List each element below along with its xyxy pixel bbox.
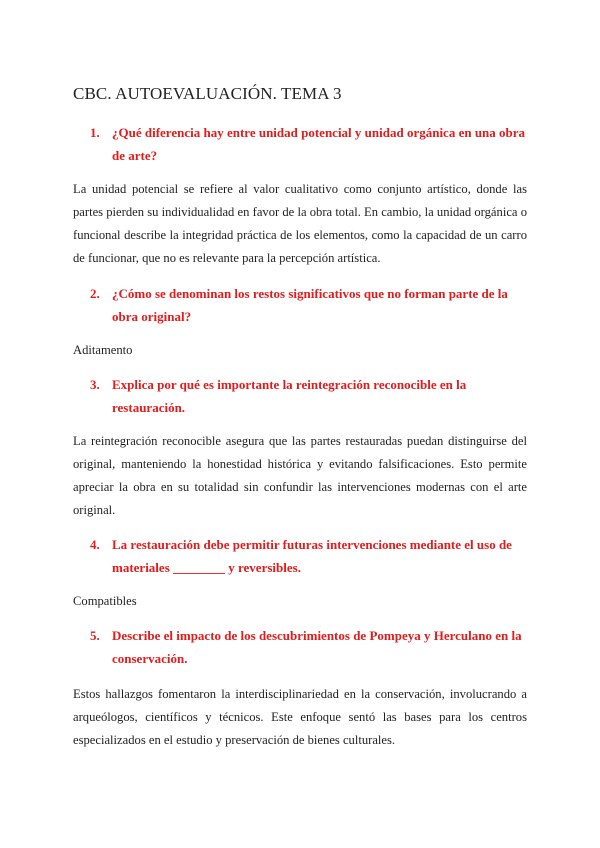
answer-1: La unidad potencial se refiere al valor cualitativo como conjunto artístico, donde las partes pierden su individualidad en favor de la obra total. En cambio, la unidad orgánica o funcional describe la integridad práctica de los elementos, como la capacidad de un carro de funcionar, que no es relevante para la percepción artística. xyxy=(73,182,527,265)
answer-4: Compatibles xyxy=(73,594,137,608)
answer-3: La reintegración reconocible asegura que las partes restauradas puedan distinguirse del original, manteniendo la honestidad histórica y evitando falsificaciones. Esto permite apreciar la obra en su totalidad sin confundir las intervenciones modernas con el arte original. xyxy=(73,434,527,517)
question-text-line1: Explica por qué es importante la reintegración reconocible en la xyxy=(112,377,467,392)
question-number: 3. xyxy=(90,377,100,392)
question-text-line1: ¿Cómo se denominan los restos significativos que no forman parte de la xyxy=(112,286,508,301)
question-text-line2: conservación. xyxy=(112,651,188,666)
question-number: 5. xyxy=(90,628,100,643)
question-number: 1. xyxy=(90,125,100,140)
answer-5: Estos hallazgos fomentaron la interdisciplinariedad en la conservación, involucrando a arqueólogos, científicos y técnicos. Este enfoque sentó las bases para los centros especializados en el estudio y preservación de bienes culturales. xyxy=(73,687,527,747)
question-text-line2: obra original? xyxy=(112,309,192,324)
question-text-line2: materiales ________ y reversibles. xyxy=(112,560,301,575)
answer-2: Aditamento xyxy=(73,343,133,357)
document-title: CBC. AUTOEVALUACIÓN. TEMA 3 xyxy=(73,84,342,103)
question-1 xyxy=(90,121,527,167)
question-text-line1: La restauración debe permitir futuras intervenciones mediante el uso de xyxy=(112,537,512,552)
question-text-line2: de arte? xyxy=(112,148,158,163)
question-3 xyxy=(90,373,527,419)
question-text-line1: ¿Qué diferencia hay entre unidad potencial y unidad orgánica en una obra xyxy=(112,125,526,140)
question-4 xyxy=(90,533,527,579)
question-5 xyxy=(90,624,527,670)
question-text-line1: Describe el impacto de los descubrimientos de Pompeya y Herculano en la xyxy=(112,628,522,643)
question-number: 2. xyxy=(90,286,100,301)
question-number: 4. xyxy=(90,537,100,552)
question-text-line2: restauración. xyxy=(112,400,186,415)
question-2 xyxy=(90,282,527,328)
